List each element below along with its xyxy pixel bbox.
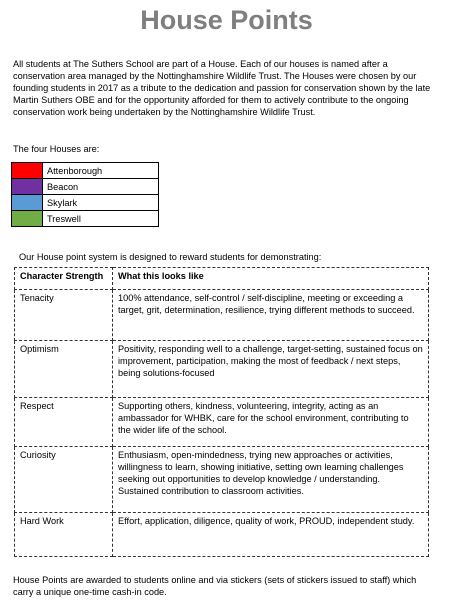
houses-heading: The four Houses are: [13, 144, 100, 154]
table-row [15, 290, 429, 341]
house-color-swatch [12, 179, 43, 195]
strength-cell: Respect [15, 398, 113, 447]
house-point-system-text: Our House point system is designed to reward students for demonstrating: [19, 252, 322, 262]
strength-cell: Optimism [15, 341, 113, 398]
house-color-swatch [12, 195, 43, 211]
house-name: Attenborough [43, 163, 159, 179]
house-row [12, 211, 159, 227]
house-row [12, 163, 159, 179]
description-cell: Enthusiasm, open-mindedness, trying new approaches or activities, willingness to learn, showing initiative, setting own learning challenges seeking out opportunities to develop knowledge / understanding. Sustained contribution to classroom activities. [113, 447, 429, 513]
description-cell: 100% attendance, self-control / self-discipline, meeting or exceeding a target, grit, determination, resilience, trying different methods to succeed. [113, 290, 429, 341]
house-name: Treswell [43, 211, 159, 227]
table-row [15, 447, 429, 513]
description-cell: Supporting others, kindness, volunteering, integrity, acting as an ambassador for WHBK, care for the school environment, contributing to the wider life of the school. [113, 398, 429, 447]
house-name: Beacon [43, 179, 159, 195]
house-name: Skylark [43, 195, 159, 211]
strength-cell: Curiosity [15, 447, 113, 513]
table-row [15, 341, 429, 398]
houses-table [11, 162, 159, 227]
strength-cell: Hard Work [15, 513, 113, 557]
character-strength-table [14, 267, 429, 557]
house-color-swatch [12, 163, 43, 179]
description-cell: Positivity, responding well to a challenge, target-setting, sustained focus on improvement, participation, making the most of feedback / next steps, being solutions-focused [113, 341, 429, 398]
house-row [12, 179, 159, 195]
page-title: House Points [140, 5, 313, 35]
column-header-strength: Character Strength [15, 268, 113, 290]
table-header-row [15, 268, 429, 290]
house-color-swatch [12, 211, 43, 227]
intro-paragraph: All students at The Suthers School are part of a House. Each of our houses is named after a conservation area managed by the Nottinghamshire Wildlife Trust. The Houses were chosen by our founding students in 2017 as a tribute to the dedication and passion for conservation shown by the late Martin Suthers OBE and for the opportunity afforded for them to actively contribute to the ongoing conservation work being undertaken by the Nottinghamshire Wildlife Trust. [13, 59, 431, 117]
strength-cell: Tenacity [15, 290, 113, 341]
table-row [15, 513, 429, 557]
house-row [12, 195, 159, 211]
column-header-description: What this looks like [113, 268, 429, 290]
description-cell: Effort, application, diligence, quality of work, PROUD, independent study. [113, 513, 429, 557]
table-row [15, 398, 429, 447]
footer-paragraph: House Points are awarded to students online and via stickers (sets of stickers issued to staff) which carry a unique one-time cash-in code. [13, 575, 417, 597]
